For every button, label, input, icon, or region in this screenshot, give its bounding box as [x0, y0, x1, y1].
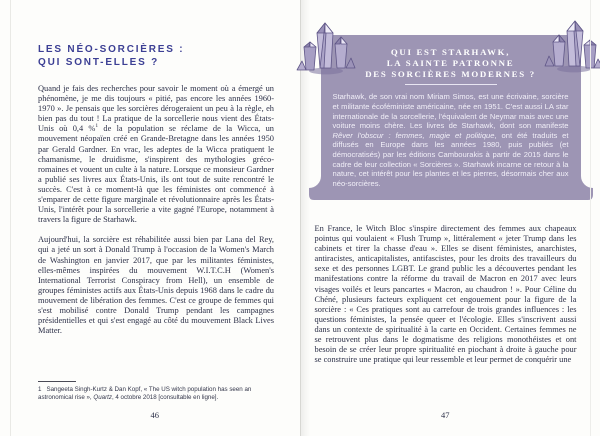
footnote-number: 1: [38, 386, 42, 394]
info-box-divider: [405, 84, 497, 85]
footnote: [38, 386, 274, 402]
left-body-text: [38, 84, 274, 336]
paragraph-1: [38, 84, 274, 225]
footnote-source: Quartz: [93, 394, 112, 402]
paragraph-1-continued: de la population se réclame de la Wicca, un mouvement néopaïen créé en Grande-Bretagne dans les années 1950 par Gerald Gardner. En vrac, les adeptes de la Wicca pratiquent le chamanisme, le druidisme, s'inspirent des mythologies gréco-romaines et vouent un culte à la nature. Lorsque ce monsieur Gardner a publié ses livres aux États-Unis, ils ont tout de suite rencontré le succès. C'est à ce moment-là que les féministes ont commencé à s'emparer de cette figure marginale et révolutionnaire après les États-Unis, l'intérêt pour la sorcellerie a vite gagné l'Europe, notamment à travers la figure de Starhawk.: [38, 124, 274, 225]
info-box-title-line-2: LA SAINTE PATRONNE: [386, 57, 515, 68]
footnote-block: [38, 381, 274, 402]
page-number-right: 47: [441, 410, 450, 420]
info-box-title-line-3: DES SORCIÈRES MODERNES ?: [365, 68, 536, 79]
footnote-text-end: , 4 octobre 2018 [consultable en ligne].: [111, 394, 219, 402]
info-box-text-end: , ont été traduits et diffusés en Europe dans les années 1980, puis publiés (et démocratisés) par les éditions Cambourakis à partir de 2015 dans le cadre de leur collection « Sorcières ». Starhawk incarne ce retour à la nature, cet intérêt pour les plantes et les pierres, désormais cher aux néo-sorcières.: [332, 130, 569, 188]
right-body-paragraph: En France, le Witch Bloc s'inspire directement des femmes aux chapeaux pointus qui voulaient « Flush Trump », littéralement « jeter Trump dans les cabinets et tirer la chasse d'eau ». Elles se disent féministes, anarchistes, antiracistes, anticapitalistes, antifascistes, pour les droits des travailleurs du sexe et des personnes LGBT. Le grand public les a découvertes pendant les manifestations contre la réforme du travail de Macron en 2017 avec leurs visages voilés et leurs pancartes « Macron, au chaudron ! ». Pour Céline du Chéné, plusieurs facteurs expliquent cet engouement pour la figure de la sorcière : « Ces pratiques sont au carrefour de trois grandes influences : les questions féministes, la pensée queer et l'écologie. Elles s'inscrivent aussi dans un contexte de spiritualité à la carte en Occident. Certaines femmes ne se retrouvent plus dans le dogmatisme des religions monothéistes et ont besoin de se créer leur propre spiritualité en piochant à droite à gauche pour se construire une pratique qui leur ressemble et leur permet de conquérir une: [314, 224, 577, 365]
info-box-book-title: Rêver l'obscur : femmes, magie et politique: [332, 130, 495, 140]
chapter-heading-line-1: LES NÉO-SORCIÈRES :: [38, 44, 185, 55]
paragraph-1-text: Quand je fais des recherches pour savoir le moment où a émergé un phénomène, je me dis toujours « pitié, pas encore les années 1960-1970 ». Je pensais que les sorcières dérogeraient un peu à la règle, eh bien pas du tout ! La pratique de la sorcellerie nous vient des États-Unis où 0,4 %: [38, 84, 274, 134]
footnote-rule: [38, 381, 76, 382]
info-box-text-start: Starhawk, de son vrai nom Miriam Simos, est une écrivaine, sorcière et militante écoféministe américaine, née en 1951. C'est aussi LA star internationale de la sorcellerie, l'équivalent de Neymar mais avec une voiture moins chère. Les livres de Starhawk, dont son manifeste: [332, 92, 569, 131]
paragraph-2: Aujourd'hui, la sorcière est réhabilitée aussi bien par Lana del Rey, qui a jeté un sort à Donald Trump à l'occasion de la Women's March de Washington en janvier 2017, que par les militantes féministes, elles-mêmes inspirées du mouvement W.I.T.C.H (Women's International Terrorist Conspiracy from Hell), un ensemble de groupes féministes actifs aux États-Unis depuis 1968 dans le cadre du mouvement de libération des femmes. C'est ce groupe de femmes qui s'est mobilisé contre Donald Trump pendant les campagnes présidentielles et qui s'est engagé au côté du mouvement Black Lives Matter.: [38, 235, 274, 336]
left-page-content: [38, 44, 274, 336]
info-box-title-line-1: QUI EST STARHAWK,: [390, 47, 511, 57]
page-right: [301, 0, 600, 436]
info-box-text: [333, 92, 569, 188]
footnote-reference: 1: [95, 123, 99, 130]
info-box-title: [333, 47, 569, 79]
right-page-content: [313, 0, 581, 365]
page-number-left: 46: [150, 410, 159, 420]
starhawk-info-box: [309, 35, 593, 200]
info-box-content: [333, 47, 569, 188]
chapter-heading: [38, 44, 274, 69]
chapter-heading-line-2: QUI SONT-ELLES ?: [38, 56, 160, 68]
footnote-text: Sangeeta Singh-Kurtz & Dan Kopf, « The US witch population has seen an astronomical rise »,: [38, 386, 252, 402]
